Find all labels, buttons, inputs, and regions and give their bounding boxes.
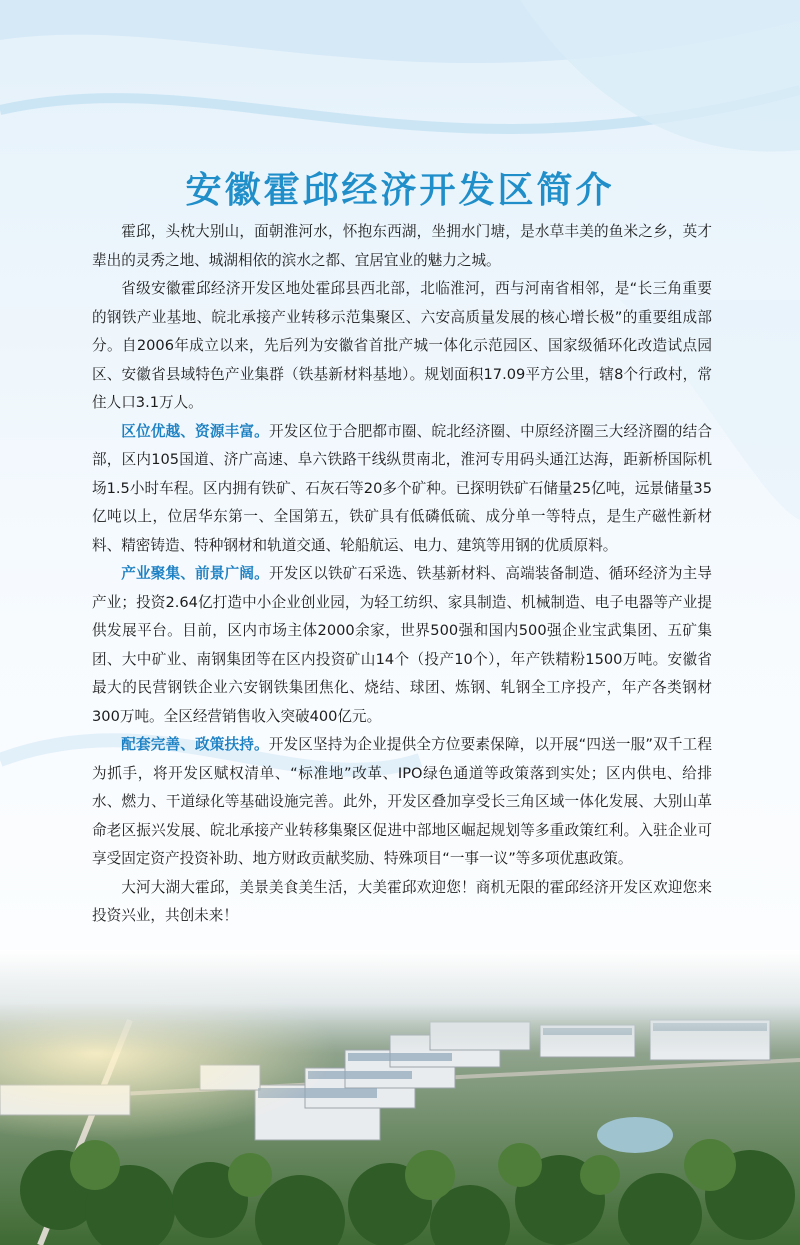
paragraph-industry bbox=[92, 560, 712, 731]
paragraph-text: 开发区以铁矿石采选、铁基新材料、高端装备制造、循环经济为主导产业；投资2.64亿打造中小企业创业园，为轻工纺织、家具制造、机械制造、电子电器等产业提供发展平台。目前，区内市场主体2000余家，世界500强和国内500强企业宝武集团、五矿集团、大中矿业、南钢集团等在区内投资矿山14个（投产10个），年产铁精粉1500万吨。安徽省最大的民营钢铁企业六安钢铁集团焦化、烧结、球团、炼钢、轧钢全工序投产，年产各类钢材300万吨。全区经营销售收入突破400亿元。 bbox=[92, 565, 712, 725]
paragraph-welcome bbox=[92, 874, 712, 931]
paragraph-text: 霍邱，头枕大别山，面朝淮河水，怀抱东西湖，坐拥水门塘，是水草丰美的鱼米之乡，英才辈出的灵秀之地、城湖相依的滨水之都、宜居宜业的魅力之城。 bbox=[92, 223, 712, 269]
paragraph-policy bbox=[92, 731, 712, 874]
paragraph-lead: 区位优越、资源丰富。 bbox=[121, 422, 269, 440]
paragraph-overview bbox=[92, 275, 712, 418]
paragraph-location bbox=[92, 418, 712, 561]
intro-body bbox=[92, 218, 712, 931]
paragraph-text: 开发区坚持为企业提供全方位要素保障，以开展“四送一服”双千工程为抓手，将开发区赋权清单、“标准地”改革、IPO绿色通道等政策落到实处；区内供电、给排水、燃力、干道绿化等基础设施完善。此外，开发区叠加享受长三角区域一体化发展、大别山革命老区振兴发展、皖北承接产业转移集聚区促进中部地区崛起规划等多重政策红利。入驻企业可享受固定资产投资补助、地方财政贡献奖励、特殊项目“一事一议”等多项优惠政策。 bbox=[92, 736, 712, 867]
paragraph-lead: 产业聚集、前景广阔。 bbox=[121, 565, 269, 582]
page-title: 安徽霍邱经济开发区简介 bbox=[185, 169, 615, 212]
aerial-park-photo bbox=[0, 950, 800, 1245]
paragraph-intro bbox=[92, 218, 712, 275]
paragraph-text: 省级安徽霍邱经济开发区地处霍邱县西北部，北临淮河，西与河南省相邻，是“长三角重要的钢铁产业基地、皖北承接产业转移示范集聚区、六安高质量发展的核心增长极”的重要组成部分。自2006年成立以来，先后列为安徽省首批产城一体化示范园区、国家级循环化改造试点园区、安徽省县域特色产业集群（铁基新材料基地）。规划面积17.09平方公里，辖8个行政村，常住人口3.1万人。 bbox=[92, 280, 712, 411]
paragraph-lead: 配套完善、政策扶持。 bbox=[121, 736, 269, 753]
paragraph-text: 开发区位于合肥都市圈、皖北经济圈、中原经济圈三大经济圈的结合部，区内105国道、济广高速、阜六铁路干线纵贯南北，淮河专用码头通江达海，距新桥国际机场1.5小时车程。区内拥有铁矿、石灰石等20多个矿种。已探明铁矿石储量25亿吨，远景储量35亿吨以上，位居华东第一、全国第五，铁矿具有低磷低硫、成分单一等特点，是生产磁性新材料、精密铸造、特种钢材和轨道交通、轮船航运、电力、建筑等用钢的优质原料。 bbox=[92, 422, 712, 554]
paragraph-text: 大河大湖大霍邱，美景美食美生活，大美霍邱欢迎您！商机无限的霍邱经济开发区欢迎您来投资兴业，共创未来！ bbox=[92, 878, 712, 924]
